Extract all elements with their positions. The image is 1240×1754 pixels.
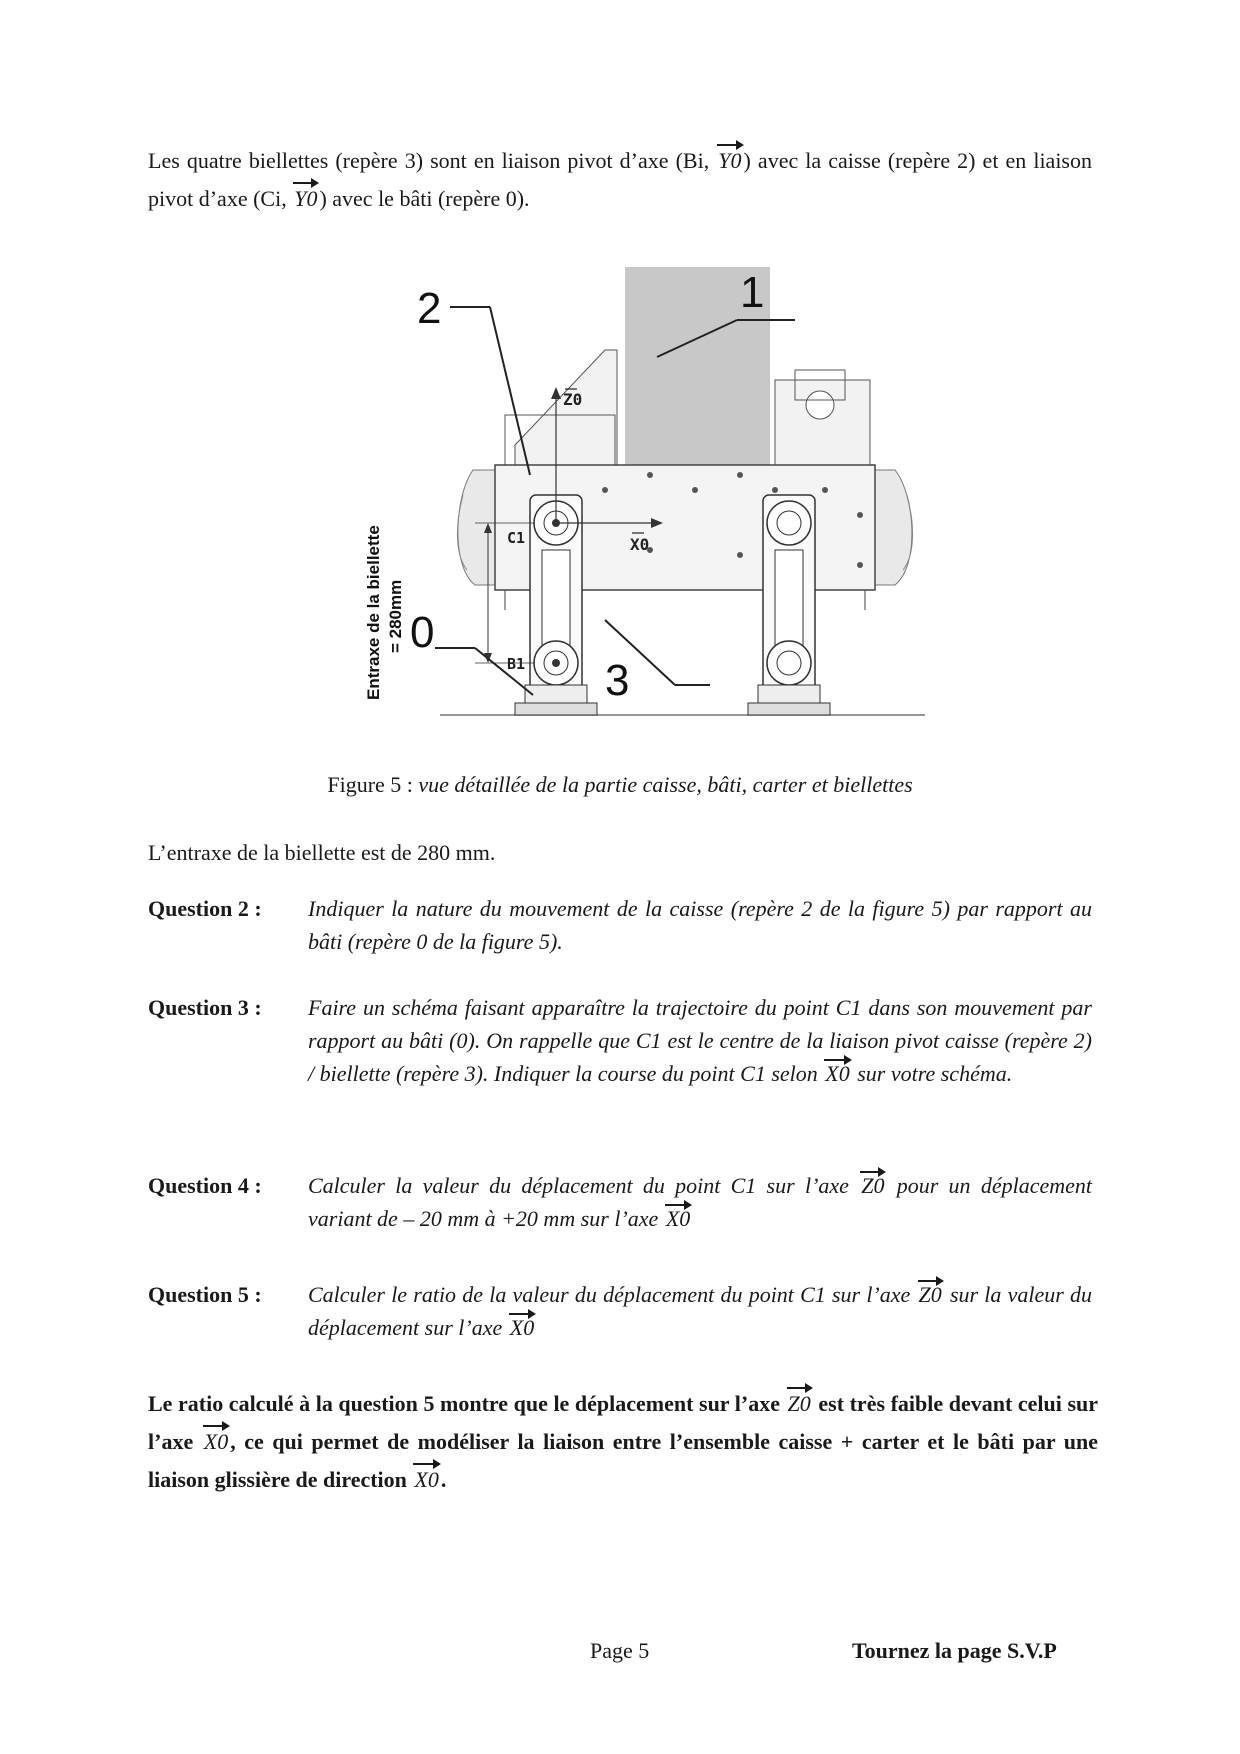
label-z0: Z0 <box>563 390 583 409</box>
vector-y0: Y0 <box>292 180 319 218</box>
question-3-text-main: Faire un schéma faisant apparaître la trajectoire du point C1 dans son mouvement par rapport au bâti (0). On rappelle que C1 est le centre de la liaison pivot caisse (repère 2) / biellette (repère 3). Indiquer la course du point C1 selon <box>308 995 1092 1086</box>
entraxe-statement: L’entraxe de la biellette est de 280 mm. <box>148 840 496 865</box>
right-bracket-bearing <box>806 391 834 419</box>
conclusion-paragraph <box>148 1385 1098 1499</box>
question-4-label: Question 4 : <box>148 1173 262 1198</box>
question-5-text-mid: sur la valeur du déplacement sur l’axe <box>308 1282 1092 1340</box>
question-3 <box>148 991 1092 1131</box>
figure-caption <box>0 772 1240 798</box>
question-5 <box>148 1278 1092 1348</box>
question-2-label: Question 2 : <box>148 896 262 921</box>
vector-z0: Z0 <box>917 1278 944 1311</box>
turn-page-note: Tournez la page S.V.P <box>852 1638 1057 1663</box>
dimension-label-line1: Entraxe de la biellette <box>364 525 383 700</box>
pivot-b1-center <box>552 659 560 667</box>
dimension-label-line2: = 280mm <box>386 579 405 653</box>
callout-2: 2 <box>417 284 442 333</box>
right-hose <box>875 470 912 585</box>
question-3-label: Question 3 : <box>148 995 262 1020</box>
question-4 <box>148 1169 1092 1239</box>
question-5-label: Question 5 : <box>148 1282 262 1307</box>
question-2 <box>148 892 1092 962</box>
callout-0: 0 <box>410 608 435 657</box>
conclusion-text-2: est très faible devant celui sur l’axe <box>148 1391 1099 1454</box>
intro-text-3: ) avec le bâti (repère 0). <box>319 186 530 211</box>
dimension-label <box>364 525 405 700</box>
intro-text-1: Les quatre biellettes (repère 3) sont en liaison pivot d’axe (Bi, <box>148 148 717 173</box>
label-x0: X0 <box>630 535 650 554</box>
intro-text-2: ) avec la caisse (repère 2) et en liaison pivot d’axe (Ci, <box>148 148 1092 211</box>
caption-text: vue détaillée de la partie caisse, bâti, carter et biellettes <box>418 772 913 797</box>
vector-z0: Z0 <box>859 1169 886 1202</box>
question-5-text-main: Calculer le ratio de la valeur du déplacement du point C1 sur l’axe <box>308 1282 917 1307</box>
question-3-text <box>308 991 1092 1090</box>
left-base-plate <box>515 703 597 715</box>
page-number: Page 5 <box>590 1638 650 1663</box>
label-b1: B1 <box>507 655 526 673</box>
right-pivot-bottom-inner <box>777 651 801 675</box>
question-2-text: Indiquer la nature du mouvement de la caisse (repère 2 de la figure 5) par rapport au bâti (repère 0 de la figure 5). <box>308 896 1092 954</box>
vector-y0: Y0 <box>716 142 743 180</box>
conclusion-text-4: . <box>440 1467 447 1492</box>
label-c1: C1 <box>507 529 526 547</box>
right-pivot-top-inner <box>777 511 801 535</box>
figure-5-drawing <box>355 265 935 735</box>
vector-x0: X0 <box>202 1423 230 1461</box>
question-4-text-main: Calculer la valeur du déplacement du point C1 sur l’axe <box>308 1173 860 1198</box>
left-base <box>525 685 587 705</box>
vector-x0: X0 <box>823 1057 851 1090</box>
figure-5 <box>355 265 935 735</box>
callout-1: 1 <box>740 268 765 317</box>
caption-prefix: Figure 5 : <box>327 772 419 797</box>
vector-x0: X0 <box>664 1202 692 1235</box>
conclusion-text-1: Le ratio calculé à la question 5 montre que le déplacement sur l’axe <box>148 1391 786 1416</box>
right-base-plate <box>748 703 830 715</box>
vector-x0: X0 <box>508 1311 536 1344</box>
intro-paragraph <box>148 142 1092 218</box>
conclusion-text-3: , ce qui permet de modéliser la liaison entre l’ensemble caisse + carter et le bâti par une liaison glissière de direction <box>148 1429 1099 1492</box>
z0-arrowhead <box>551 387 561 399</box>
vector-z0: Z0 <box>786 1385 813 1423</box>
question-3-text-after: sur votre schéma. <box>851 1061 1013 1086</box>
question-4-text-mid: pour un déplacement variant de – 20 mm à +20 mm sur l’axe <box>308 1173 1093 1231</box>
right-base <box>758 685 820 705</box>
question-4-text <box>308 1169 1092 1235</box>
right-biellette-window <box>775 550 803 645</box>
callout-3: 3 <box>605 656 630 705</box>
left-hose <box>458 470 500 585</box>
vector-x0: X0 <box>412 1461 440 1499</box>
callout-2-leader <box>490 307 530 475</box>
question-5-text <box>308 1278 1092 1344</box>
left-biellette-window <box>542 550 570 645</box>
